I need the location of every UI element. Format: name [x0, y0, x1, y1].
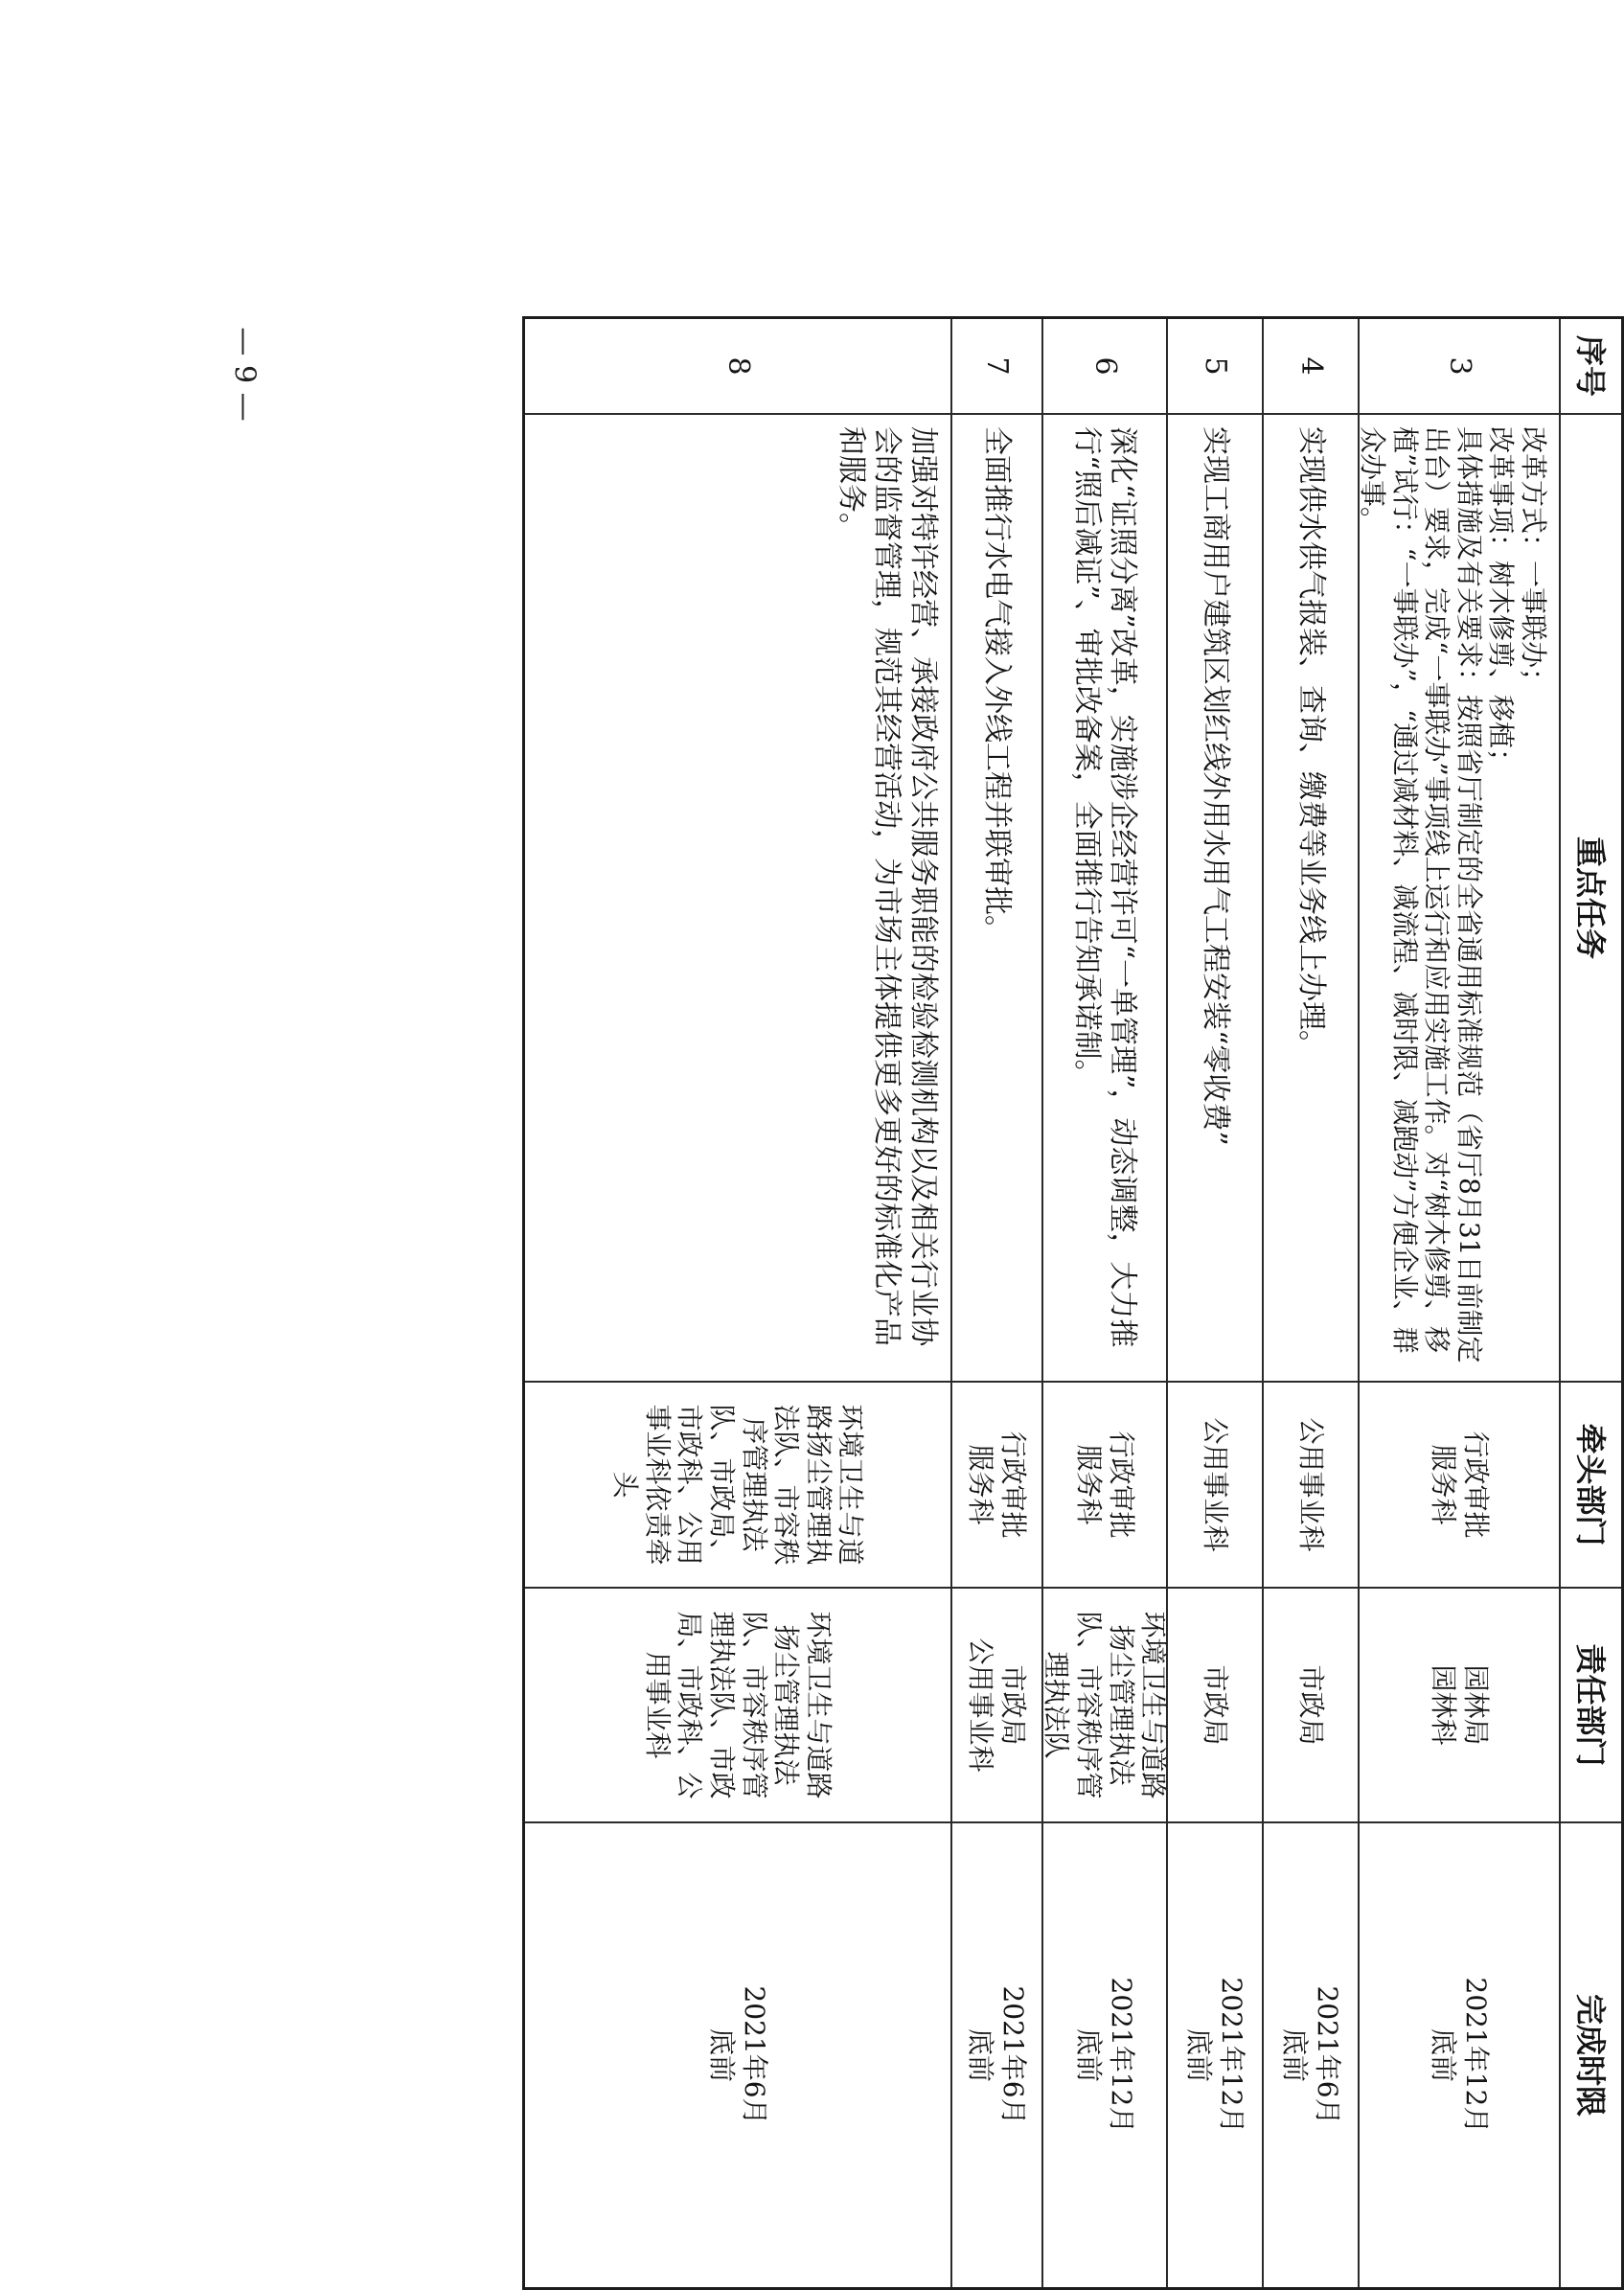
row-7-resp-dept: 市政局 公用事业科 [950, 1589, 1041, 1823]
row-3-task: 改革方式：一事联办； 改革事项：树木修剪、移植； 具体措施及有关要求：按照省厅制定的全省通用标准规范（省厅8月31日前制定出台）要求，完成“一事联办”事项线上运行和应用实施工作。对“树木修剪、移植”试行：“一事联办”，“通过减材料、减流程、减时限、减跑动”方便企业、群众办事。 [1358, 415, 1559, 1383]
row-4-task: 实现供水供气报装、查询、缴费等业务线上办理。 [1262, 415, 1358, 1383]
row-5-resp-dept: 市政局 [1166, 1589, 1262, 1823]
row-7-task: 全面推行水电气接入外线工程并联审批。 [950, 415, 1041, 1383]
row-4-deadline: 2021年6月 底前 [1262, 1823, 1358, 2287]
header-task: 重点任务 [1559, 415, 1621, 1383]
row-5-deadline: 2021年12月 底前 [1166, 1823, 1262, 2287]
row-3-seq: 3 [1358, 319, 1559, 415]
row-7-deadline: 2021年6月 底前 [950, 1823, 1041, 2287]
header-seq: 序号 [1559, 319, 1621, 415]
header-lead-dept: 牵头部门 [1559, 1383, 1621, 1589]
row-6-resp-dept: 环境卫生与道路扬尘管理执法队、市容秩序管理执法队 [1041, 1589, 1166, 1823]
row-8-seq: 8 [525, 319, 950, 415]
row-5-seq: 5 [1166, 319, 1262, 415]
row-5-task: 实现工商用户建筑区划红线外用水用气工程安装“零收费” [1166, 415, 1262, 1383]
row-8-lead-dept: 环境卫生与道路扬尘管理执法队、市容秩序管理执法队、市政局、市政科、公用事业科依责牵头 [525, 1383, 950, 1589]
header-deadline: 完成时限 [1559, 1823, 1621, 2287]
key-tasks-table [522, 316, 1624, 2290]
row-7-seq: 7 [950, 319, 1041, 415]
row-8-deadline: 2021年6月 底前 [706, 1985, 770, 2125]
header-resp-dept: 责任部门 [1559, 1589, 1621, 1823]
row-4-seq: 4 [1262, 319, 1358, 415]
row-3-lead-dept: 行政审批 服务科 [1358, 1383, 1559, 1589]
row-3-resp-dept: 园林局 园林科 [1358, 1589, 1559, 1823]
row-8-resp-dept: 环境卫生与道路扬尘管理执法队、市容秩序管理执法队、市政局、市政科、公用事业科 [525, 1589, 950, 1823]
row-5-lead-dept: 公用事业科 [1166, 1383, 1262, 1589]
page-number-text: — 9 — [227, 326, 262, 422]
row-6-task: 深化“证照分离”改革，实施涉企经营许可“一单管理”，动态调整，大力推行“照后减证”、审批改备案，全面推行告知承诺制。 [1041, 415, 1166, 1383]
page-number [187, 326, 302, 422]
row-8-task: 加强对特许经营、承接政府公共服务职能的检验检测机构以及相关行业协会的监督管理，规范其经营活动，为市场主体提供更多更好的标准化产品和服务。 [525, 415, 950, 1383]
row-3-deadline: 2021年12月 底前 [1358, 1823, 1559, 2287]
row-4-lead-dept: 公用事业科 [1262, 1383, 1358, 1589]
row-4-resp-dept: 市政局 [1262, 1589, 1358, 1823]
row-6-seq: 6 [1041, 319, 1166, 415]
row-6-deadline: 2021年12月 底前 [1041, 1823, 1166, 2287]
row-7-lead-dept: 行政审批 服务科 [950, 1383, 1041, 1589]
row-6-lead-dept: 行政审批 服务科 [1041, 1383, 1166, 1589]
